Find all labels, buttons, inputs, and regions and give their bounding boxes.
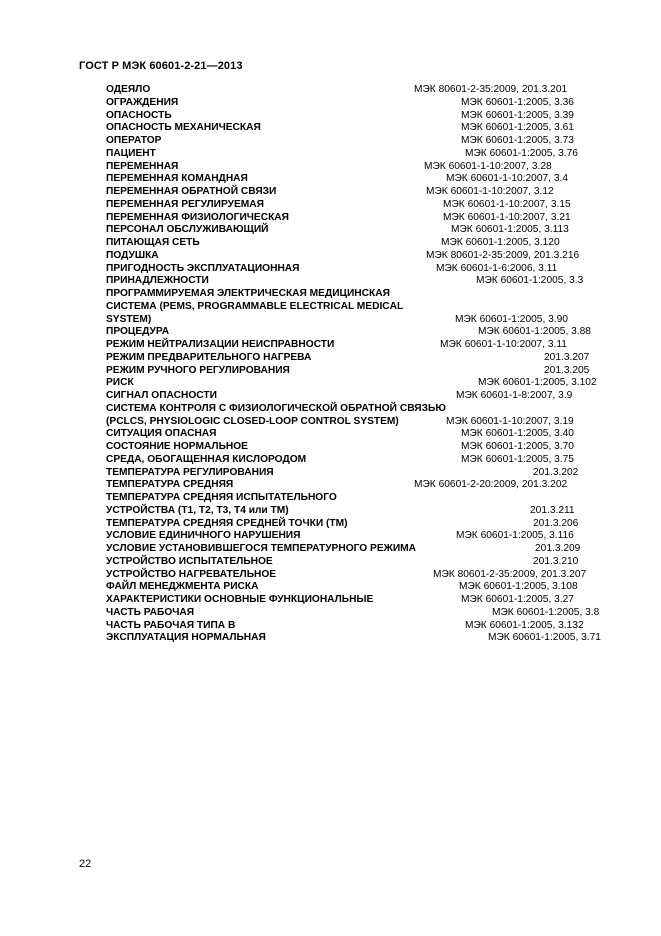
index-reference: 201.3.205 [544,364,590,376]
index-reference: МЭК 60601-1:2005, 3.71 [488,632,601,644]
document-header: ГОСТ Р МЭК 60601-2-21—2013 [79,60,243,72]
index-term: ПЕРЕМЕННАЯ ОБРАТНОЙ СВЯЗИ [106,186,277,197]
index-reference: МЭК 60601-1:2005, 3.132 [465,619,584,631]
index-term: ТЕМПЕРАТУРА СРЕДНЯЯ ИСПЫТАТЕЛЬНОГО [106,492,337,503]
index-term: ПЕРСОНАЛ ОБСЛУЖИВАЮЩИЙ [106,224,269,236]
index-reference: МЭК 60601-1:2005, 3.75 [461,453,574,465]
index-reference: 201.3.209 [535,543,581,554]
index-reference: МЭК 60601-1-10:2007, 3.15 [443,198,571,210]
page-number: 22 [79,858,92,870]
index-term: ЧАСТЬ РАБОЧАЯ [106,606,195,618]
index-reference: МЭК 60601-1-10:2007, 3.4 [446,173,569,185]
index-term: ОПЕРАТОР [106,135,162,146]
index-term: ЭКСПЛУАТАЦИЯ НОРМАЛЬНАЯ [106,632,266,644]
index-term: ПЕРЕМЕННАЯ ФИЗИОЛОГИЧЕСКАЯ [106,211,289,223]
index-reference: МЭК 80601-2-35:2009, 201.3.207 [433,568,587,580]
index-term: СИСТЕМА КОНТРОЛЯ С ФИЗИОЛОГИЧЕСКОЙ ОБРАТНОЙ СВЯЗЬЮ [106,402,446,414]
index-term: ОГРАЖДЕНИЯ [106,96,179,108]
index-term: ПЕРЕМЕННАЯ РЕГУЛИРУЕМАЯ [106,198,264,210]
index-reference: 201.3.206 [533,517,579,529]
index-reference: МЭК 80601-2-35:2009, 201.3.216 [426,249,580,261]
index-reference: МЭК 60601-1:2005, 3.36 [461,96,574,108]
index-term: ПРОЦЕДУРА [106,326,170,338]
index-term: РЕЖИМ НЕЙТРАЛИЗАЦИИ НЕИСПРАВНОСТИ [106,339,335,350]
index-reference: МЭК 80601-2-35:2009, 201.3.201 [414,84,568,95]
index-reference: МЭК 60601-1-10:2007, 3.11 [440,339,567,350]
index-reference: МЭК 60601-1:2005, 3.116 [456,530,574,542]
index-term: ФАЙЛ МЕНЕДЖМЕНТА РИСКА [106,581,259,593]
index-reference: МЭК 60601-1:2005, 3.61 [461,122,574,134]
index-reference: МЭК 60601-1:2005, 3.3 [476,275,584,287]
index-term: ЧАСТЬ РАБОЧАЯ ТИПА В [106,619,236,631]
index-reference: МЭК 60601-1:2005, 3.113 [451,224,569,236]
index-term: УСЛОВИЕ ЕДИНИЧНОГО НАРУШЕНИЯ [106,530,301,542]
index-term: РЕЖИМ ПРЕДВАРИТЕЛЬНОГО НАГРЕВА [106,351,312,363]
index-term: ПРИГОДНОСТЬ ЭКСПЛУАТАЦИОННАЯ [106,262,300,274]
index-reference: 201.3.211 [530,504,575,516]
index-reference: МЭК 60601-1:2005, 3.120 [441,237,560,248]
index-term: ПЕРЕМЕННАЯ [106,160,179,172]
index-term: (PCLCS, PHYSIOLOGIC CLOSED-LOOP CONTROL SYSTEM) [106,415,399,427]
index-term: ОДЕЯЛО [106,84,151,95]
index-reference: МЭК 60601-1-8:2007, 3.9 [456,390,573,401]
index-term: ТЕМПЕРАТУРА СРЕДНЯЯ СРЕДНЕЙ ТОЧКИ (TM) [106,517,348,529]
index-term: РИСК [106,377,134,389]
index-term: ПАЦИЕНТ [106,147,156,159]
index-term: УСТРОЙСТВА (T1, T2, T3, T4 или TM) [106,504,289,516]
index-reference: МЭК 60601-1:2005, 3.76 [465,147,578,159]
index-reference: МЭК 60601-1:2005, 3.90 [455,313,568,325]
index-reference: 201.3.207 [544,351,590,363]
index-reference: МЭК 60601-2-20:2009, 201.3.202 [414,479,568,491]
index-reference: МЭК 60601-1:2005, 3.8 [492,606,600,618]
index-reference: 201.3.210 [533,555,579,567]
index-reference: МЭК 60601-1:2005, 3.73 [461,135,574,146]
index-term: ПОДУШКА [106,249,159,261]
index-reference: МЭК 60601-1-10:2007, 3.21 [443,211,571,223]
index-term: ТЕМПЕРАТУРА СРЕДНЯЯ [106,479,234,491]
index-term: ПРИНАДЛЕЖНОСТИ [106,275,209,287]
index-reference: МЭК 60601-1:2005, 3.108 [459,581,578,593]
index-term: SYSTEM) [106,313,152,325]
index-term: СИСТЕМА (PEMS, PROGRAMMABLE ELECTRICAL MEDICAL [106,300,404,312]
index-term: СИТУАЦИЯ ОПАСНАЯ [106,428,217,440]
index-term: СОСТОЯНИЕ НОРМАЛЬНОЕ [106,441,248,452]
index-reference: 201.3.202 [533,466,579,478]
index-reference: МЭК 60601-1:2005, 3.39 [461,109,574,121]
index-term: УСТРОЙСТВО ИСПЫТАТЕЛЬНОЕ [106,555,273,567]
index-term: ОПАСНОСТЬ [106,109,172,121]
index-reference: МЭК 60601-1-6:2006, 3.11 [436,262,558,274]
index-reference: МЭК 60601-1:2005, 3.88 [478,326,591,338]
index-reference: МЭК 60601-1-10:2007, 3.12 [426,186,554,197]
index-term: СРЕДА, ОБОГАЩЕННАЯ КИСЛОРОДОМ [106,453,307,465]
index-reference: МЭК 60601-1:2005, 3.102 [478,377,597,389]
index-term: ХАРАКТЕРИСТИКИ ОСНОВНЫЕ ФУНКЦИОНАЛЬНЫЕ [106,594,374,605]
index-reference: МЭК 60601-1:2005, 3.27 [461,594,574,605]
index-reference: МЭК 60601-1:2005, 3.40 [461,428,574,440]
index-term: ОПАСНОСТЬ МЕХАНИЧЕСКАЯ [106,122,261,134]
index-term: ПРОГРАММИРУЕМАЯ ЭЛЕКТРИЧЕСКАЯ МЕДИЦИНСКАЯ [106,288,390,299]
index-term: УСЛОВИЕ УСТАНОВИВШЕГОСЯ ТЕМПЕРАТУРНОГО РЕЖИМА [106,543,416,554]
index-term: РЕЖИМ РУЧНОГО РЕГУЛИРОВАНИЯ [106,364,290,376]
index-term: ПИТАЮЩАЯ СЕТЬ [106,237,200,248]
index-term: ПЕРЕМЕННАЯ КОМАНДНАЯ [106,173,248,185]
index-reference: МЭК 60601-1-10:2007, 3.19 [446,415,574,427]
index-reference: МЭК 60601-1-10:2007, 3.28 [424,160,552,172]
index-term: СИГНАЛ ОПАСНОСТИ [106,390,217,401]
index-reference: МЭК 60601-1:2005, 3.70 [461,441,574,452]
index-term: УСТРОЙСТВО НАГРЕВАТЕЛЬНОЕ [106,568,277,580]
index-term: ТЕМПЕРАТУРА РЕГУЛИРОВАНИЯ [106,466,274,478]
